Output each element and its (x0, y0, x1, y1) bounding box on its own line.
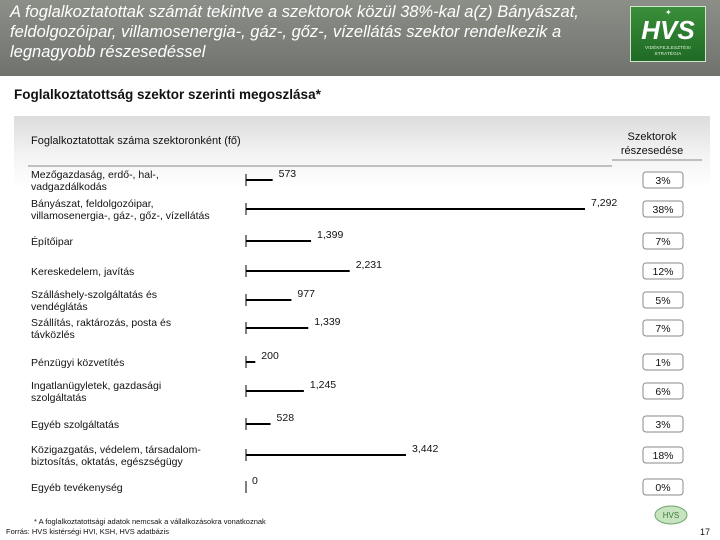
category-label-line: Pénzügyi közvetítés (31, 357, 125, 369)
value-label: 200 (261, 350, 279, 362)
value-label: 7,292 (591, 197, 618, 209)
category-label (31, 357, 124, 369)
category-label-line: Egyéb tevékenység (31, 482, 123, 494)
footnote-marker: * (34, 517, 37, 526)
right-column-header: Szektorok részesedése (620, 131, 684, 157)
logo-tagline: VIDÉKFEJLESZTÉSI STRATÉGIA (645, 45, 691, 56)
footnote-text: A foglalkoztatottsági adatok nemcsak a vállalkozásokra vonatkoznak (38, 517, 266, 526)
share-label: 38% (652, 204, 674, 216)
category-label-line: vendéglátás (31, 301, 88, 313)
value-label: 1,399 (317, 229, 344, 241)
category-label-line: vadgazdálkodás (31, 181, 107, 193)
bar (246, 454, 406, 456)
category-label-line: szolgáltatás (31, 392, 87, 404)
category-label-line: Szállítás, raktározás, posta és (31, 317, 172, 329)
category-label (31, 198, 210, 222)
category-label-line: Mezőgazdaság, erdő-, hal-, (31, 169, 159, 181)
logo-text: HVS (641, 15, 695, 45)
category-label (31, 380, 161, 404)
value-label: 0 (252, 475, 258, 487)
value-label: 573 (278, 168, 297, 180)
share-label: 7% (655, 323, 671, 335)
share-label: 3% (655, 419, 671, 431)
bar (246, 270, 350, 272)
value-label: 3,442 (412, 443, 439, 455)
category-label (31, 482, 123, 494)
value-label: 1,245 (309, 379, 337, 391)
bar (246, 179, 273, 181)
share-label: 6% (655, 386, 671, 398)
share-label: 5% (655, 295, 671, 307)
headline: A foglalkoztatottak számát tekintve a szektorok közül 38%-kal a(z) Bányászat, feldolgozóipar, villamosenergia-, gáz-, gőz-, vízellátás szektor rendelkezik a legnagyobb részesedéssel (10, 3, 579, 61)
category-label (31, 419, 119, 431)
sources: Forrás: HVS kistérségi HVI, KSH, HVS adatbázis (6, 527, 169, 536)
share-label: 1% (655, 357, 671, 369)
page-number: 17 (700, 527, 711, 537)
category-label-line: Közigazgatás, védelem, társadalom- (31, 444, 201, 456)
category-label (31, 235, 74, 248)
bar (246, 299, 291, 301)
footnote (34, 517, 266, 526)
left-column-header: Foglalkoztatottak száma szektoronként (fő) (31, 135, 241, 147)
svg-text:HVS: HVS (662, 511, 680, 520)
category-label (31, 266, 134, 278)
share-label: 18% (652, 450, 674, 462)
share-label: 0% (655, 482, 671, 494)
bar (246, 208, 585, 210)
category-label-line: Kereskedelem, javítás (31, 266, 135, 278)
category-label (31, 289, 157, 313)
bar (246, 327, 308, 329)
category-label (31, 444, 201, 468)
category-label-line: Építőipar (31, 236, 74, 248)
category-label (31, 169, 159, 193)
share-label: 12% (652, 266, 674, 278)
bar (246, 423, 271, 425)
share-label: 3% (655, 175, 671, 187)
chart-subtitle: Foglalkoztatottság szektor szerinti megoszlása* (14, 87, 321, 102)
bar (246, 390, 304, 392)
chart-rows (31, 168, 683, 495)
category-label-line: Ingatlanügyletek, gazdasági (31, 380, 162, 392)
category-label-line: Bányászat, feldolgozóipar, (31, 198, 154, 210)
value-label: 2,231 (355, 259, 382, 271)
category-label-line: villamosenergia-, gáz-, gőz-, vízellátás (31, 210, 210, 222)
category-label-line: Egyéb szolgáltatás (31, 419, 120, 431)
value-label: 1,339 (314, 316, 341, 328)
category-label (31, 317, 171, 341)
category-label-line: biztosítás, oktatás, egészségügy (31, 456, 183, 468)
bar (246, 240, 311, 242)
footer-logo-icon (654, 505, 688, 525)
logo-star-icon: ✦ (665, 8, 672, 17)
category-label-line: távközlés (31, 329, 75, 341)
share-label: 7% (655, 236, 671, 248)
category-label-line: Szálláshely-szolgáltatás és (31, 289, 158, 301)
bar (246, 361, 255, 363)
value-label: 977 (297, 288, 315, 300)
value-label: 528 (276, 412, 295, 424)
